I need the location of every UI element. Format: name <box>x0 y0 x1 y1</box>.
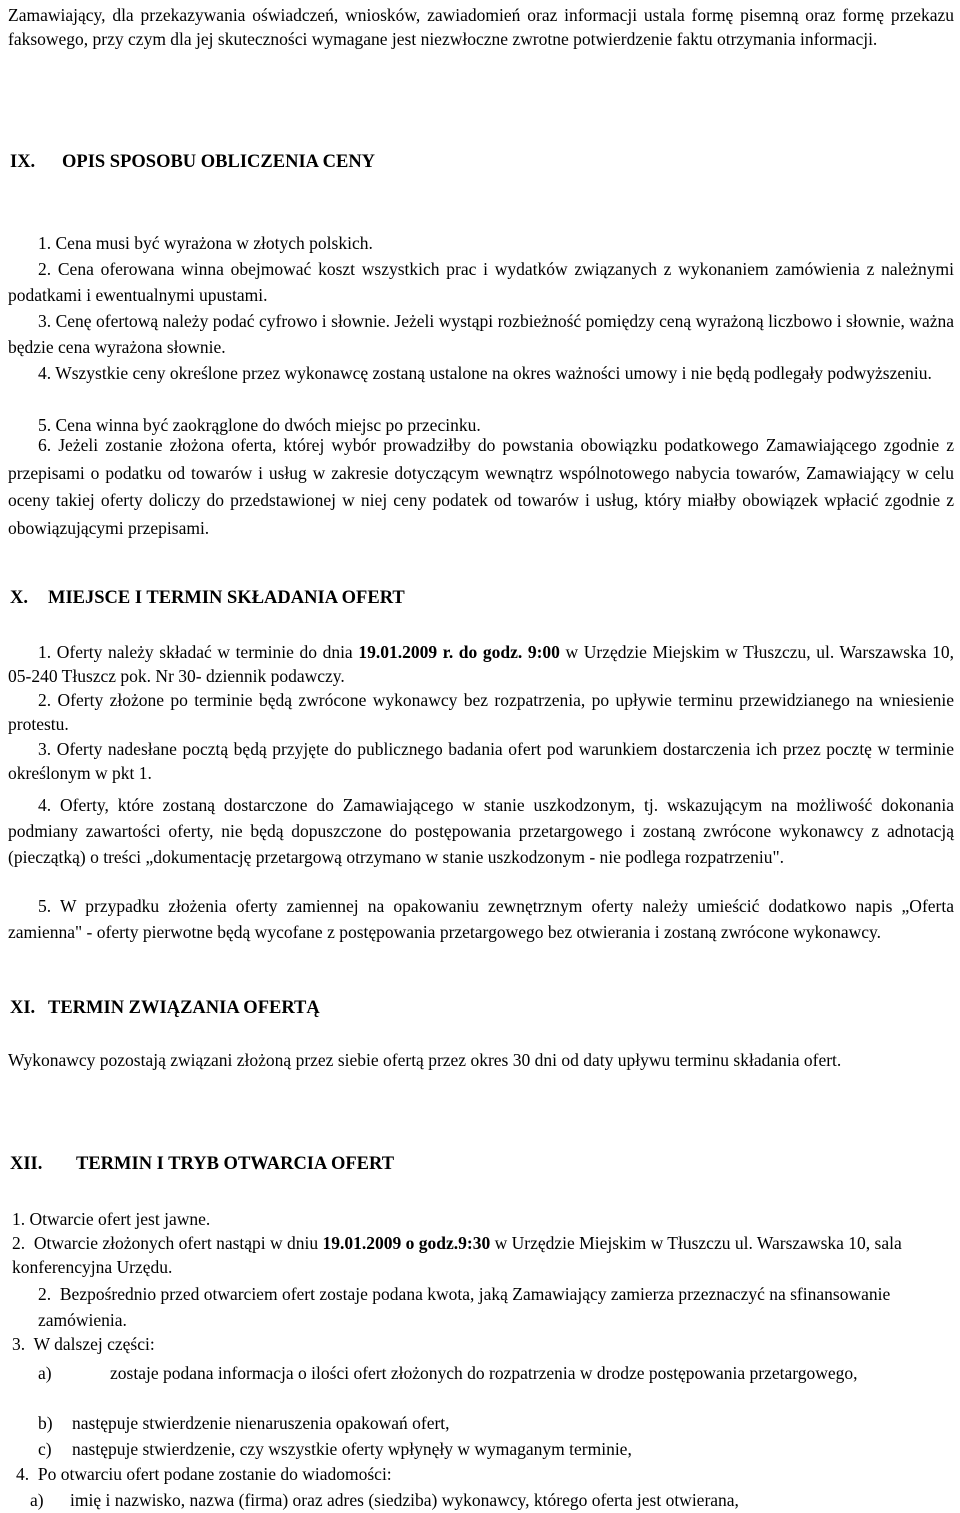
item-text: Oferty złożone po terminie będą zwrócone wykonawcy bez rozpatrzenia, po upływie terminu przewidzianego na wniesienie protestu. <box>8 690 955 734</box>
deadline-date: 19.01.2009 r. do godz. <box>358 642 523 662</box>
section-xi-heading <box>10 998 956 1019</box>
sec10-item-5 <box>8 893 954 945</box>
item-text: Cenę ofertową należy podać cyfrowo i słownie. Jeżeli wystąpi rozbieżność pomiędzy ceną wyrażoną liczbowo i słownie, ważna będzie cena wyrażona słownie. <box>8 311 954 357</box>
section-title: TERMIN ZWIĄZANIA OFERTĄ <box>48 998 320 1018</box>
sec12-item-4 <box>8 1461 960 1487</box>
opening-date: 19.01.2009 o godz.9:30 <box>322 1233 491 1253</box>
item-number: 3. <box>38 739 52 759</box>
item-text: Jeżeli zostanie złożona oferta, której wybór prowadziłby do powstania obowiązku podatkowego Zamawiającego zgodnie z przepisami o podatku od towarów i usług w zakresie dotyczącym wewnątrz wspólnotowego nabycia towarów, Zamawiający w celu oceny takiej oferty doliczy do przedstawionej w niej ceny podatek od towarów i usług, który miałby obowiązek wpłacić zgodnie z obowiązującymi przepisami. <box>8 435 955 538</box>
sec9-item-1 <box>8 230 954 256</box>
sec9-item-3 <box>8 308 954 360</box>
sec9-item-2 <box>8 256 954 308</box>
item-text: Cena oferowana winna obejmować koszt wszystkich prac i wydatków związanych z wykonaniem zamówienia z należnymi podatkami i ewentualnymi upustami. <box>8 259 954 305</box>
item-text: Po otwarciu ofert podane zostanie do wiadomości: <box>37 1464 392 1484</box>
sec10-item-1 <box>8 640 954 688</box>
sec12-item-1 <box>8 1207 954 1231</box>
item-number: 2. <box>12 1233 26 1253</box>
item-text: Cena musi być wyrażona w złotych polskich. <box>55 233 373 253</box>
sec12-item-2b <box>8 1281 938 1333</box>
item-number: 1. <box>12 1209 26 1229</box>
sub-number: a) <box>30 1490 44 1510</box>
section-title: TERMIN I TRYB OTWARCIA OFERT <box>76 1154 395 1174</box>
sub-number: c) <box>38 1439 52 1459</box>
sub-text: następuje stwierdzenie, czy wszystkie oferty wpłynęły w wymaganym terminie, <box>72 1439 632 1459</box>
item-text: Oferty należy składać w terminie do dnia <box>56 642 359 662</box>
section-number: X. <box>10 588 28 608</box>
section-xii-heading <box>10 1154 956 1175</box>
section-ix-heading <box>10 152 956 173</box>
sec12-item-2 <box>8 1231 946 1279</box>
sec12-sub-a <box>38 1360 938 1386</box>
item-text: W przypadku złożenia oferty zamiennej na opakowaniu zewnętrznym oferty należy umieścić dodatkowo napis „Oferta zamienna" - oferty pierwotne będą wycofane z postępowania przetargowego bez otwierania i zostaną zwrócone wykonawcy. <box>8 896 954 942</box>
item-number: 2. <box>38 1284 52 1304</box>
item-number: 1. <box>38 233 52 253</box>
intro-paragraph: Zamawiający, dla przekazywania oświadczeń, wniosków, zawiadomień oraz informacji ustala formę pisemną oraz formę przekazu faksowego, przy czym dla jej skuteczności wymagane jest niezwłoczne zwrotne potwierdzenie faktu otrzymania informacji. <box>8 5 954 49</box>
item-number: 6. <box>38 435 52 455</box>
sec12-sub-b <box>38 1410 938 1436</box>
deadline-time: 9:00 <box>527 642 560 662</box>
item-text: Otwarcie złożonych ofert nastąpi w dniu <box>33 1233 323 1253</box>
item-text-cont: w Urzędzie Miejskim w Tłuszczu, ul. Warszawska 10, 05-240 Tłuszcz pok. Nr 30- dziennik podawczy. <box>8 642 955 686</box>
sub-text: zostaje podana informacja o ilości ofert złożonych do rozpatrzenia w drodze postępowania przetargowego, <box>110 1363 858 1383</box>
item-number: 4. <box>16 1464 30 1484</box>
section-x-heading <box>10 588 956 609</box>
section-number: IX. <box>10 152 36 172</box>
sec10-item-4 <box>8 792 954 870</box>
item-number: 5. <box>38 415 52 435</box>
item-text: Oferty, które zostaną dostarczone do Zamawiającego w stanie uszkodzonym, tj. wskazującym na możliwość dokonania podmiany zawartości oferty, nie będą dopuszczone do postępowania przetargowego i zostaną zwrócone wykonawcy z adnotacją (pieczątką) o treści „dokumentację przetargową otrzymano w stanie uszkodzonym - nie podlega rozpatrzeniu". <box>8 795 955 867</box>
item-text: Oferty nadesłane pocztą będą przyjęte do publicznego badania ofert pod warunkiem dostarczenia ich przez pocztę w terminie określonym w pkt 1. <box>8 739 954 783</box>
sub-text: następuje stwierdzenie nienaruszenia opakowań ofert, <box>72 1413 450 1433</box>
item-text: Bezpośrednio przed otwarciem ofert zostaje podana kwota, jaką Zamawiający zamierza przeznaczyć na sfinansowanie zamówienia. <box>38 1284 891 1330</box>
section-title: MIEJSCE I TERMIN SKŁADANIA OFERT <box>48 588 405 608</box>
item-text: Otwarcie ofert jest jawne. <box>29 1209 211 1229</box>
item-number: 3. <box>12 1334 26 1354</box>
item-text: Cena winna być zaokrąglone do dwóch miejsc po przecinku. <box>55 415 481 435</box>
item-number: 4. <box>38 795 52 815</box>
item-number: 3. <box>38 311 52 331</box>
sec10-item-2 <box>8 688 954 736</box>
section-number: XII. <box>10 1154 43 1174</box>
sec11-paragraph: Wykonawcy pozostają związani złożoną przez siebie ofertą przez okres 30 dni od daty upływu terminu składania ofert. <box>8 1050 842 1070</box>
sec9-item-6 <box>8 432 954 542</box>
section-number: XI. <box>10 998 36 1018</box>
sec10-item-3 <box>8 737 954 785</box>
item-text: Wszystkie ceny określone przez wykonawcę zostaną ustalone na okres ważności umowy i nie będą podlegały podwyższeniu. <box>55 363 932 383</box>
section-title: OPIS SPOSOBU OBLICZENIA CENY <box>62 152 376 172</box>
sec12-item-3 <box>8 1331 958 1357</box>
sub-number: b) <box>38 1413 53 1433</box>
item-text: W dalszej części: <box>33 1334 155 1354</box>
item-number: 2. <box>38 259 52 279</box>
sub-number: a) <box>38 1363 52 1383</box>
item-number: 2. <box>38 690 52 710</box>
sub-text: imię i nazwisko, nazwa (firma) oraz adres (siedziba) wykonawcy, którego oferta jest otwierana, <box>70 1490 739 1510</box>
item-text-cont: w Urzędzie Miejskim w Tłuszczu ul. Warszawska 10, sala konferencyjna Urzędu. <box>12 1233 902 1277</box>
item-number: 4. <box>38 363 52 383</box>
sec9-item-4 <box>8 360 954 386</box>
sec12-sub4-a <box>30 1487 950 1513</box>
item-number: 5. <box>38 896 52 916</box>
sec12-sub-c <box>38 1436 938 1462</box>
item-number: 1. <box>38 642 52 662</box>
